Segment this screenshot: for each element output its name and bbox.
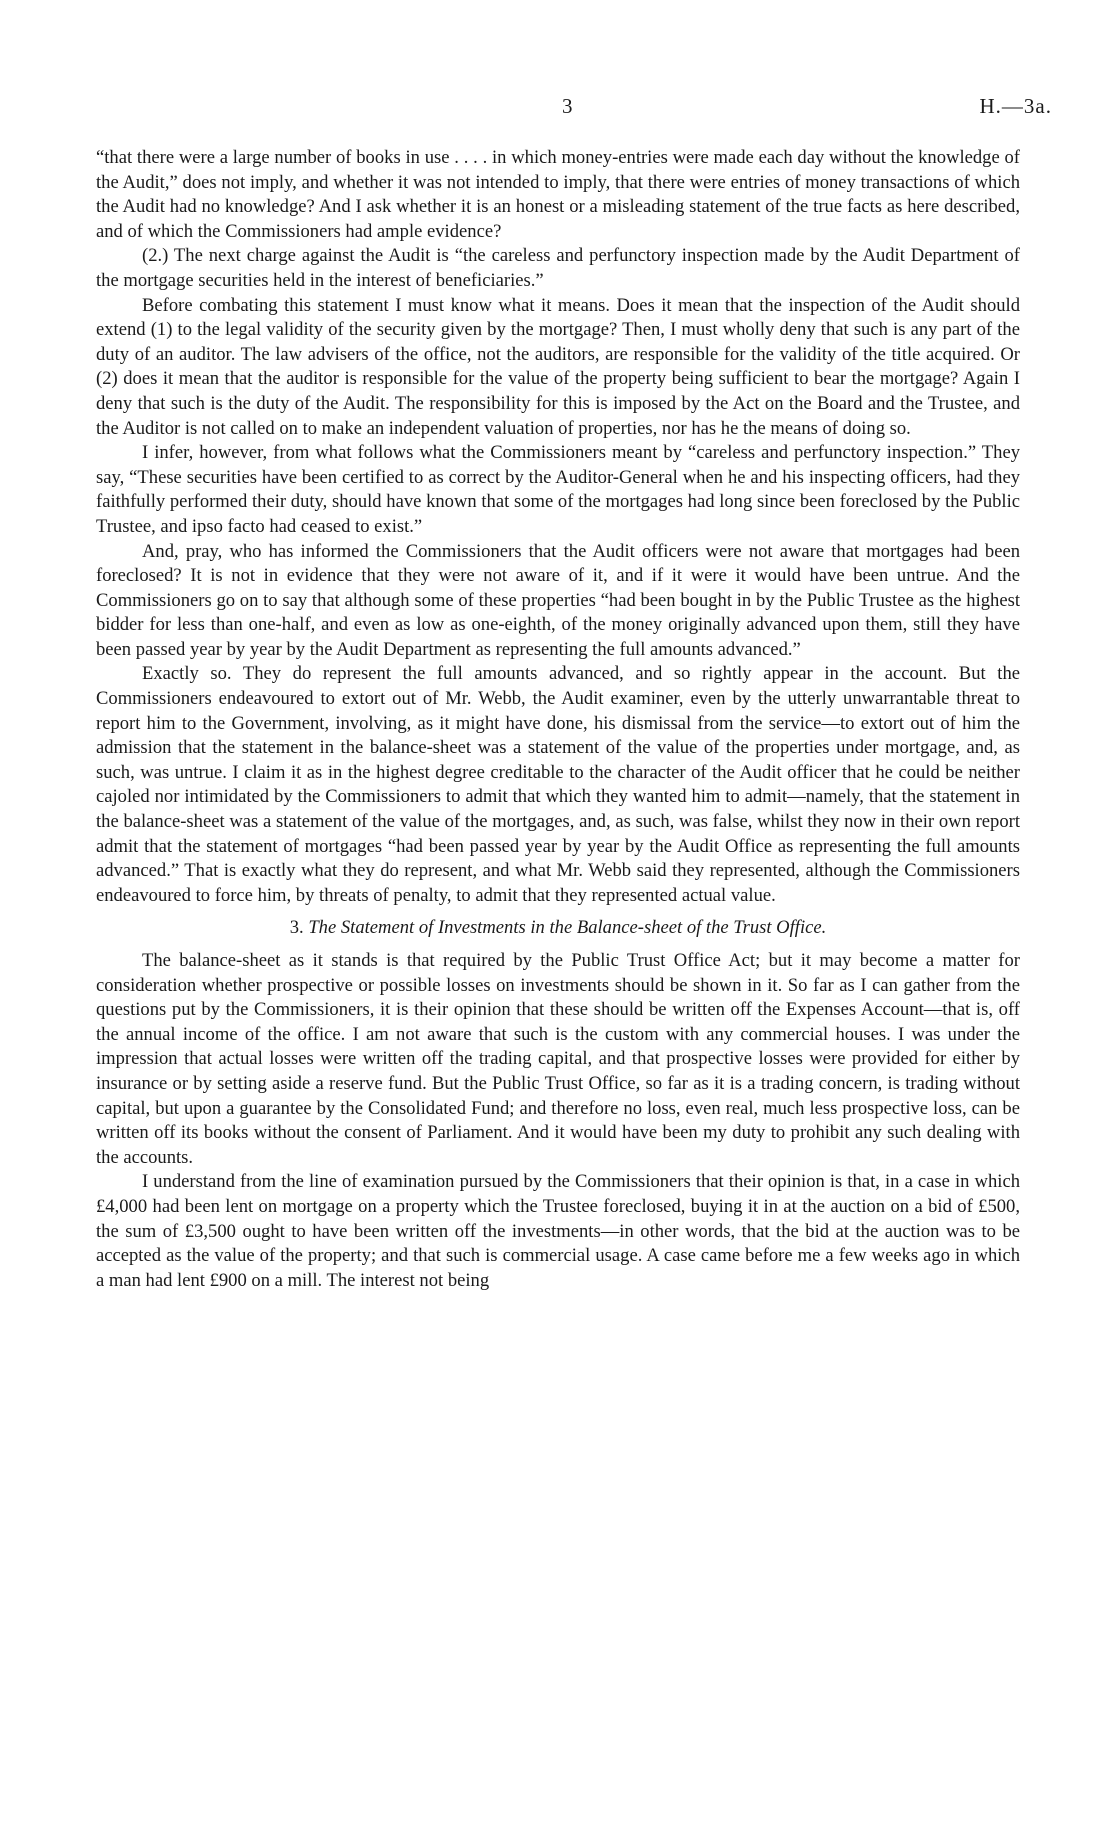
- paragraph-continuation: “that there were a large number of books in use . . . . in which money-entries were made each day without the knowledge of the Audit,” does not imply, and whether it was not intended to imply, that there were entries of money transactions of which the Audit had no knowledge? And I ask whether it is an honest or a misleading statement of the true facts as here described, and of which the Commissioners had ample evidence?: [96, 147, 1020, 242]
- section-title: The Statement of Investments in the Balance-sheet of the Trust Office.: [308, 917, 827, 939]
- page-header: [0, 94, 1114, 126]
- body-text: [96, 146, 1020, 1293]
- paragraph: I infer, however, from what follows what the Commissioners meant by “careless and perfunctory inspection.” They say, “These securities have been certified to as correct by the Auditor-General when he and his inspecting officers, had they faithfully performed their duty, should have known that some of the mortgages had long since been foreclosed by the Public Trustee, and ipso facto had ceased to exist.”: [96, 442, 1020, 537]
- paragraph: And, pray, who has informed the Commissioners that the Audit officers were not aware that mortgages had been foreclosed? It is not in evidence that they were not aware of it, and if it were it would have been untrue. And the Commissioners go on to say that although some of these properties “had been bought in by the Public Trustee as the highest bidder for less than one-half, and even as low as one-eighth, of the money originally advanced upon them, still they have been passed year by year by the Audit Department as representing the full amounts advanced.”: [96, 540, 1020, 660]
- document-reference: H.—3a.: [979, 94, 1052, 118]
- paragraph: Exactly so. They do represent the full amounts advanced, and so rightly appear in the account. But the Commissioners endeavoured to extort out of Mr. Webb, the Audit examiner, even by the utterly unwarrantable threat to report him to the Government, involving, as it might have done, his dismissal from the service—to extort out of him the admission that the statement in the balance-sheet was a statement of the value of the properties under mortgage, and, as such, was untrue. I claim it as in the highest degree creditable to the character of the Audit officer that he could be neither cajoled nor intimidated by the Commissioners to admit that which they wanted him to admit—namely, that the statement in the balance-sheet was a statement of the value of the mortgages, and, as such, was false, whilst they now in their own report admit that the statement of mortgages “had been passed year by year by the Audit Office as representing the full amounts advanced.” That is exactly what they do represent, and what Mr. Webb said they represented, although the Commissioners endeavoured to force him, by threats of penalty, to admit that they represented actual value.: [96, 663, 1020, 906]
- paragraph: The balance-sheet as it stands is that required by the Public Trust Office Act; but it may become a matter for consideration whether prospective or possible losses on investments should be shown in it. So far as I can gather from the questions put by the Commissioners, it is their opinion that these should be written off the Expenses Account—that is, off the annual income of the office. I am not aware that such is the custom with any commercial houses. I was under the impression that actual losses were written off the trading capital, and that prospective losses were provided for either by insurance or by setting aside a reserve fund. But the Public Trust Office, so far as it is a trading concern, is trading without capital, but upon a guarantee by the Consolidated Fund; and therefore no loss, even real, much less prospective loss, can be written off its books without the consent of Parliament. And it would have been my duty to prohibit any such dealing with the accounts.: [96, 950, 1020, 1168]
- section-number: 3.: [289, 917, 304, 939]
- page-number: 3: [562, 94, 573, 118]
- paragraph: (2.) The next charge against the Audit is “the careless and perfunctory inspection made by the Audit Department of the mortgage securities held in the interest of beneficiaries.”: [96, 245, 1020, 291]
- paragraph: Before combating this statement I must know what it means. Does it mean that the inspection of the Audit should extend (1) to the legal validity of the security given by the mortgage? Then, I must wholly deny that such is any part of the duty of an auditor. The law advisers of the office, not the auditors, are responsible for the validity of the title acquired. Or (2) does it mean that the auditor is responsible for the value of the property being sufficient to bear the mortgage? Again I deny that such is the duty of the Audit. The responsibility for this is imposed by the Act on the Board and the Trustee, and the Auditor is not called on to make an independent valuation of properties, nor has he the means of doing so.: [96, 294, 1020, 439]
- section-heading: [96, 916, 1020, 941]
- paragraph: I understand from the line of examination pursued by the Commissioners that their opinion is that, in a case in which £4,000 had been lent on mortgage on a property which the Trustee foreclosed, buying it in at the auction on a bid of £500, the sum of £3,500 ought to have been written off the investments—in other words, that the bid at the auction was to be accepted as the value of the property; and that such is commercial usage. A case came before me a few weeks ago in which a man had lent £900 on a mill. The interest not being: [96, 1171, 1020, 1291]
